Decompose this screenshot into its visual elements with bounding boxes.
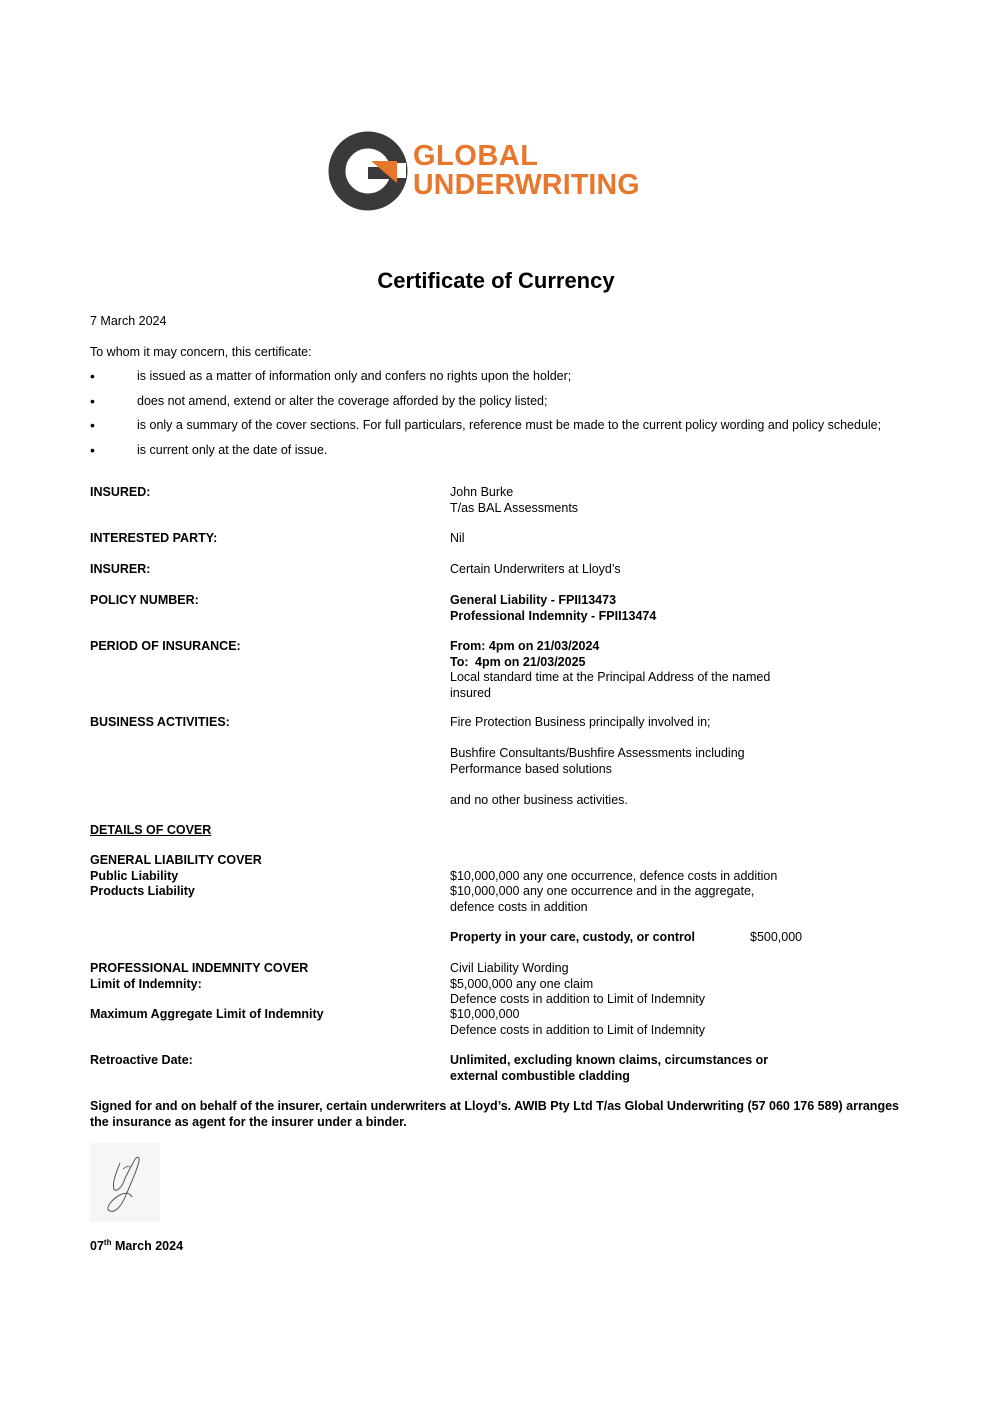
policy-number-pi: Professional Indemnity - FPII13474 — [450, 608, 657, 623]
property-value: $500,000 — [750, 930, 803, 944]
signature-day-suffix: th — [103, 1238, 112, 1247]
bullet-item: • is current only at the date of issue. — [90, 442, 881, 467]
company-logo — [327, 128, 667, 214]
policy-number-gl: General Liability - FPII13473 — [450, 593, 617, 607]
signature-day: 07 — [90, 1239, 104, 1254]
bullet-item: • is issued as a matter of information only and confers no rights upon the holder; — [90, 368, 881, 393]
bullet-list — [90, 368, 881, 466]
insured-trading-as: T/as BAL Assessments — [450, 500, 579, 515]
business-label: BUSINESS ACTIVITIES: — [90, 715, 230, 729]
insurer-label: INSURER: — [90, 562, 151, 576]
aggregate-note: Defence costs in addition to Limit of Indemnity — [450, 1022, 705, 1037]
signature-image — [90, 1143, 160, 1222]
retroactive-label: Retroactive Date: — [90, 1053, 193, 1067]
business-line-3: and no other business activities. — [450, 792, 628, 807]
pi-heading: PROFESSIONAL INDEMNITY COVER — [90, 961, 309, 975]
limit-note: Defence costs in addition to Limit of Indemnity — [450, 992, 705, 1006]
insured-label: INSURED: — [90, 485, 151, 499]
period-label: PERIOD OF INSURANCE: — [90, 639, 241, 653]
aggregate-value: $10,000,000 — [450, 1007, 520, 1021]
limit-value: $5,000,000 any one claim — [450, 976, 594, 991]
limit-label: Limit of Indemnity: — [90, 976, 202, 991]
public-liability-label: Public Liability — [90, 868, 179, 883]
logo-line-1: GLOBAL — [413, 140, 539, 172]
signature-month-year: March 2024 — [111, 1239, 184, 1254]
logo-line-2: UNDERWRITING — [413, 169, 640, 201]
aggregate-label: Maximum Aggregate Limit of Indemnity — [90, 1007, 324, 1021]
products-liability-value: $10,000,000 any one occurrence and in the aggregate, defence costs in addition — [450, 884, 755, 914]
business-line-2: Bushfire Consultants/Bushfire Assessments including Performance based solutions — [450, 746, 745, 776]
interested-party-value: Nil — [450, 531, 465, 545]
document-title: Certificate of Currency — [377, 268, 615, 293]
public-liability-value: $10,000,000 any one occurrence, defence costs in addition — [450, 868, 778, 883]
period-note: Local standard time at the Principal Address of the named insured — [450, 670, 771, 700]
signature-icon — [90, 1143, 160, 1222]
policy-number-label: POLICY NUMBER: — [90, 593, 199, 607]
pi-wording: Civil Liability Wording — [450, 961, 569, 975]
insured-name: John Burke — [450, 485, 514, 499]
products-liability-label: Products Liability — [90, 884, 195, 898]
bullet-item: • is only a summary of the cover sections. For full particulars, reference must be made to the current policy wording and policy schedule; — [90, 417, 881, 442]
details-heading: DETAILS OF COVER — [90, 823, 212, 837]
document-date: 7 March 2024 — [90, 314, 167, 328]
period-from: From: 4pm on 21/03/2024 — [450, 639, 600, 653]
business-line-1: Fire Protection Business principally involved in; — [450, 715, 711, 729]
gl-heading: GENERAL LIABILITY COVER — [90, 853, 262, 867]
intro-text: To whom it may concern, this certificate: — [90, 345, 312, 359]
period-to-label: To: — [450, 654, 469, 669]
signature-date — [90, 1238, 183, 1253]
global-underwriting-logo-icon — [327, 129, 409, 213]
interested-party-label: INTERESTED PARTY: — [90, 531, 218, 545]
period-to-value: 4pm on 21/03/2025 — [475, 654, 586, 669]
insurer-value: Certain Underwriters at Lloyd’s — [450, 562, 621, 576]
retroactive-value: Unlimited, excluding known claims, circumstances or external combustible cladding — [450, 1053, 769, 1083]
bullet-item: • does not amend, extend or alter the coverage afforded by the policy listed; — [90, 393, 881, 418]
signed-statement: Signed for and on behalf of the insurer, certain underwriters at Lloyd’s. AWIB Pty Ltd T/as Global Underwriting (57 060 176 589) arranges the insurance as agent for the insurer under a binder. — [90, 1099, 899, 1129]
property-label: Property in your care, custody, or control — [450, 930, 695, 944]
